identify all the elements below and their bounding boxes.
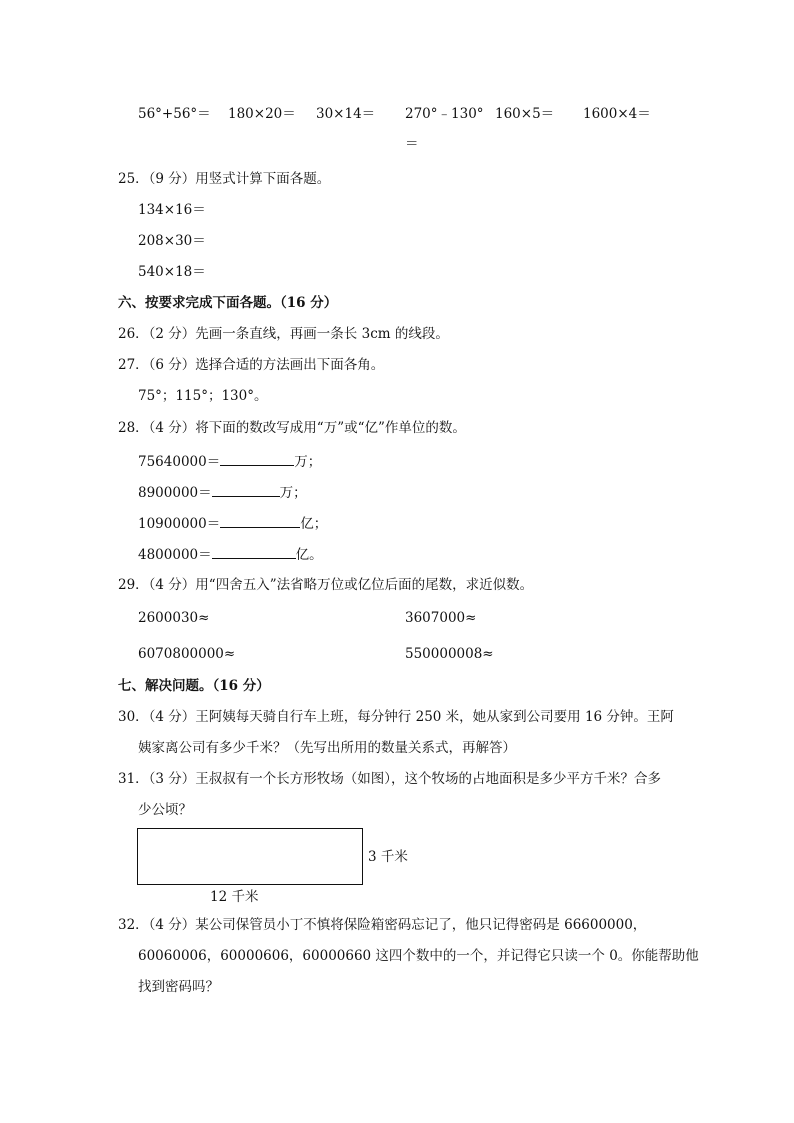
q27-angles: 75°；115°；130°。 <box>138 388 268 404</box>
q28-lhs: 10900000＝ <box>138 516 221 532</box>
question-29-title: 29．（4 分）用“四舍五入”法省略万位或亿位后面的尾数，求近似数。 <box>118 577 534 593</box>
question-31-line: 31．（3 分）王叔叔有一个长方形牧场（如图），这个牧场的占地面积是多少平方千米？合多 <box>118 771 662 787</box>
calc-item: 30×14＝ <box>316 106 376 122</box>
calc-item: 180×20＝ <box>228 106 296 122</box>
answer-blank[interactable] <box>220 513 300 528</box>
question-32-line: 60060006，60000606，60000660 这四个数中的一个，并记得它只读一个 0。你能帮助他 <box>138 948 699 964</box>
calc-item: 270°﹣130° <box>405 106 484 122</box>
q28-lhs: 8900000＝ <box>138 485 212 501</box>
q28-unit: 亿； <box>300 516 328 532</box>
pasture-rectangle <box>137 828 363 885</box>
answer-blank[interactable] <box>220 451 294 466</box>
q28-item <box>138 451 321 471</box>
question-28-title: 28．（4 分）将下面的数改写成用“万”或“亿”作单位的数。 <box>118 420 466 436</box>
question-32-line: 找到密码吗？ <box>138 979 219 995</box>
q28-unit: 万； <box>279 485 307 501</box>
question-25-title: 25．（9 分）用竖式计算下面各题。 <box>118 171 331 187</box>
q25-item: 540×18＝ <box>138 264 206 280</box>
question-31-line: 少公顷？ <box>138 802 192 818</box>
calc-item: 1600×4＝ <box>583 106 651 122</box>
question-26-title: 26．（2 分）先画一条直线，再画一条长 3cm 的线段。 <box>118 326 449 342</box>
answer-blank[interactable] <box>212 482 280 497</box>
q29-item: 2600030≈ <box>138 610 210 626</box>
question-30-line: 30．（4 分）王阿姨每天骑自行车上班，每分钟行 250 米，她从家到公司要用 16 分钟。王阿 <box>118 709 674 725</box>
length-label: 12 千米 <box>210 889 259 905</box>
section-7-title: 七、解决问题。（16 分） <box>118 678 270 694</box>
q25-item: 208×30＝ <box>138 233 206 249</box>
q28-unit: 万； <box>294 454 322 470</box>
q25-item: 134×16＝ <box>138 202 206 218</box>
q28-unit: 亿。 <box>295 547 323 563</box>
q28-lhs: 75640000＝ <box>138 454 221 470</box>
width-label: 3 千米 <box>368 849 408 865</box>
calc-item: 56°+56°＝ <box>138 106 211 122</box>
question-30-line: 姨家离公司有多少千米？（先写出所用的数量关系式，再解答） <box>138 740 516 756</box>
q28-item <box>138 482 307 502</box>
section-6-title: 六、按要求完成下面各题。（16 分） <box>118 295 338 311</box>
answer-blank[interactable] <box>212 544 296 559</box>
q29-item: 550000008≈ <box>405 646 494 662</box>
calc-item: 160×5＝ <box>495 106 555 122</box>
q29-item: 6070800000≈ <box>138 646 236 662</box>
q29-item: 3607000≈ <box>405 610 477 626</box>
calc-item-wrap: ＝ <box>405 136 419 152</box>
q28-item <box>138 544 323 564</box>
q28-lhs: 4800000＝ <box>138 547 212 563</box>
question-32-line: 32．（4 分）某公司保管员小丁不慎将保险箱密码忘记了，他只记得密码是 66600000， <box>118 917 647 933</box>
question-27-title: 27．（6 分）选择合适的方法画出下面各角。 <box>118 357 385 373</box>
q28-item <box>138 513 327 533</box>
